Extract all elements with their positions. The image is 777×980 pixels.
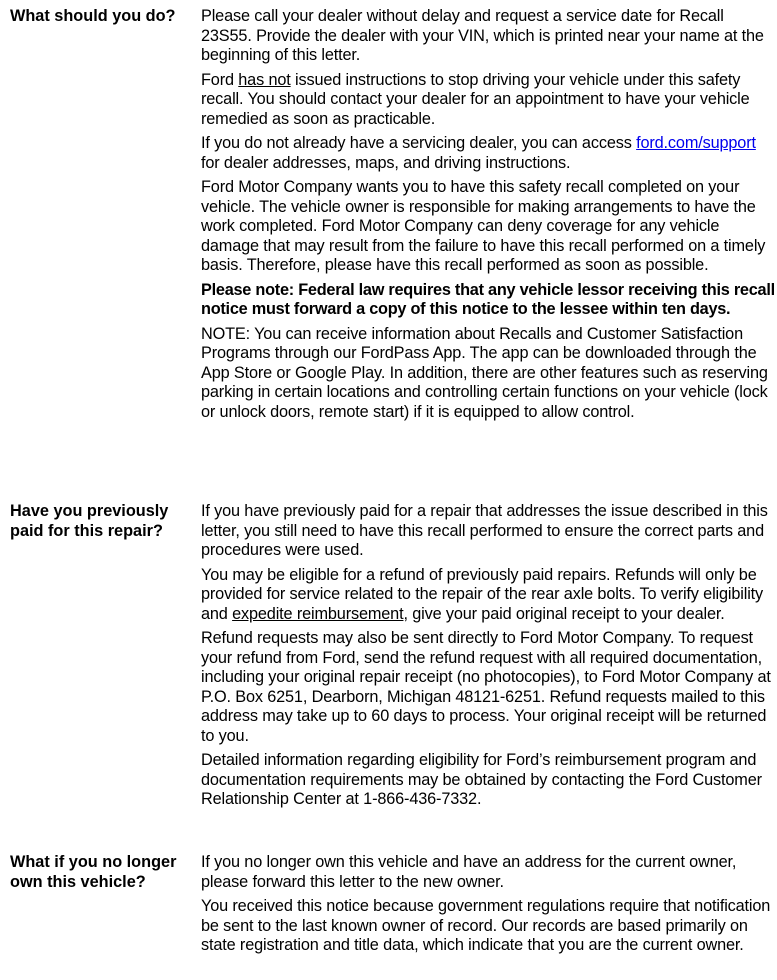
underlined-text-expedite: expedite reimbursement [232,604,404,623]
section-heading [10,853,195,892]
paragraph-has-not-issued [201,71,777,130]
section-body [201,853,777,961]
paragraph-text: If you do not already have a servicing dealer, you can access [201,134,637,152]
paragraph-call-dealer: Please call your dealer without delay and request a service date for Recall 23S55. Provide the dealer with your VIN, which is printed near your name at the beginning of this letter. [201,7,764,64]
paragraph-recall-completed: Ford Motor Company wants you to have this safety recall completed on your vehicle. The vehicle owner is responsible for making arrangements to have the work completed. Ford Motor Company can deny coverage for any vehicle damage that may result from the failure to have this recall performed on a timely basis. Therefore, please have this recall performed as soon as possible. [201,178,766,274]
heading-line: own this vehicle? [10,872,146,891]
underlined-text-has-not: has not [238,70,291,89]
heading-line: Have you previously [10,502,169,520]
paragraph-federal-law-note: Please note: Federal law requires that any vehicle lessor receiving this recall notice must forward a copy of this notice to the lessee within ten days. [201,280,775,318]
section-body [201,7,777,427]
ford-support-link[interactable]: ford.com/support [636,134,756,152]
section-heading: What should you do? [10,7,176,25]
section-heading [10,502,195,541]
paragraph-government-regulations: You received this notice because government regulations require that notification be sent to the last known owner of record. Our records are based primarily on state registration and title data, which indicate that you are the current owner. [201,897,771,954]
heading-line: paid for this repair? [10,521,163,540]
paragraph-previously-paid: If you have previously paid for a repair that addresses the issue described in this letter, you still need to have this recall performed to ensure the correct parts and procedures were used. [201,502,768,559]
paragraph-text: issued instructions to stop driving your vehicle under this safety recall. You should contact your dealer for an appointment to have your vehicle remedied as soon as practicable. [201,70,750,128]
paragraph-text: for dealer addresses, maps, and driving instructions. [201,153,571,172]
paragraph-servicing-dealer [201,134,777,173]
paragraph-text: You may be eligible for a refund of previously paid repairs. Refunds will only be provided for service related to the repair of the rear axle bolts. To verify eligibility and [201,565,764,623]
paragraph-fordpass-note: NOTE: You can receive information about Recalls and Customer Satisfaction Programs through our FordPass App. The app can be downloaded through the App Store or Google Play. In addition, there are other features such as reserving parking in certain locations and controlling certain functions on your vehicle (lock or unlock doors, remote start) if it is equipped to allow control. [201,324,768,421]
paragraph-text: Ford [201,70,239,89]
paragraph-refund-requests: Refund requests may also be sent directly to Ford Motor Company. To request your refund from Ford, send the refund request with all required documentation, including your original repair receipt (no photocopies), to Ford Motor Company at P.O. Box 6251, Dearborn, Michigan 48121-6251. Refund requests mailed to this address may take up to 60 days to process. Your original receipt will be returned to you. [201,629,771,745]
paragraph-text: , give your paid original receipt to your dealer. [403,604,725,623]
paragraph-forward-letter: If you no longer own this vehicle and have an address for the current owner, please forward this letter to the new owner. [201,853,737,891]
heading-line: What if you no longer [10,853,177,871]
section-body [201,502,777,815]
paragraph-detailed-information: Detailed information regarding eligibility for Ford’s reimbursement program and documentation requirements may be obtained by contacting the Ford Customer Relationship Center at 1-866-436-7332. [201,751,762,808]
paragraph-refund-eligibility [201,566,777,625]
